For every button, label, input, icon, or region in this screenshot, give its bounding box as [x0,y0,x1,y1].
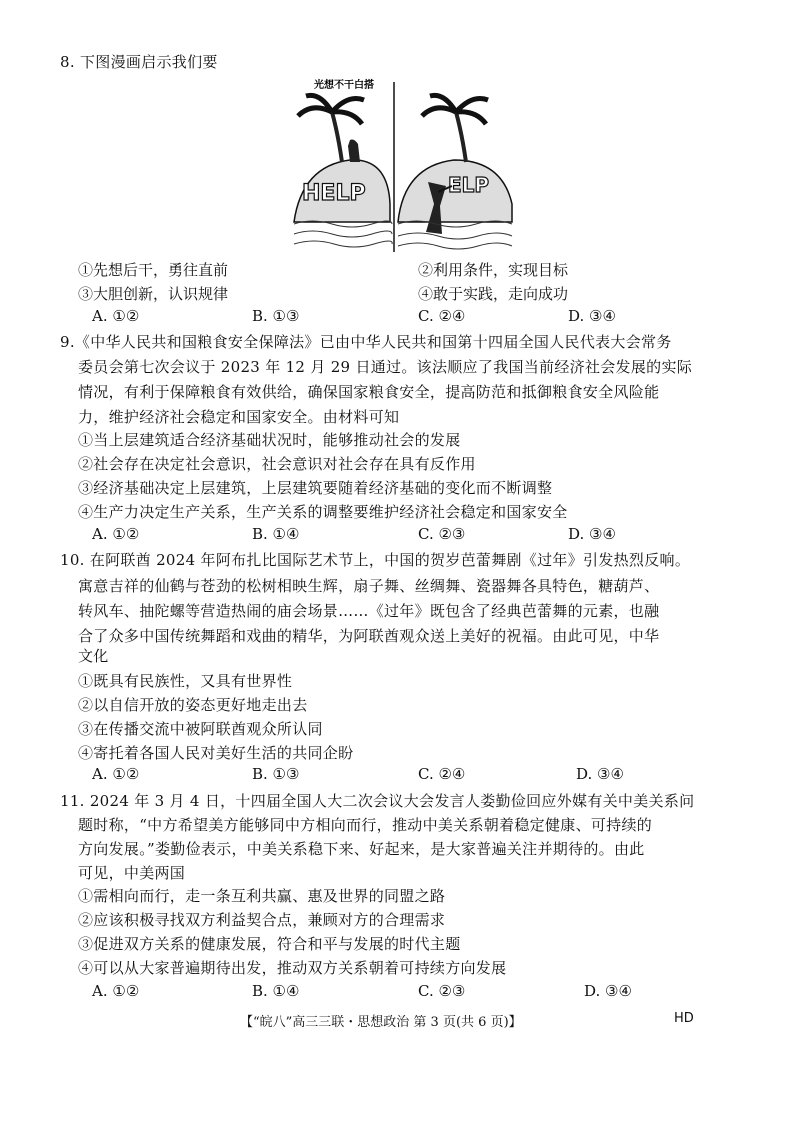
q10-line-2: 寓意吉祥的仙鹤与苍劲的松树相映生辉，扇子舞、丝绸舞、瓷器舞各具特色，糖葫芦、 [78,577,660,595]
q10-line-4: 合了众多中国传统舞蹈和戏曲的精华，为阿联酋观众送上美好的祝福。由此可见，中华 [78,627,660,645]
q11-item-1: ①需相向而行，走一条互利共赢、惠及世界的同盟之路 [78,887,446,905]
left-help-word: HELP [302,181,366,206]
right-palm-trunk [456,112,466,162]
q10-item-2: ②以自信开放的姿态更好地走出去 [78,696,308,714]
q11-line-3: 方向发展。”娄勤俭表示，中美关系稳下来、好起来，是大家普遍关注并期待的。由此 [78,840,645,858]
q9-item-1: ①当上层建筑适合经济基础状况时，能够推动社会的发展 [78,431,461,449]
q10-choice-d: D. ③④ [576,765,624,783]
q11-line-1: 11. 2024 年 3 月 4 日，十四届全国人大二次会议大会发言人娄勤俭回应外媒有关中美关系问 [60,792,695,810]
q10-choice-b: B. ①③ [252,765,300,783]
footer-code: HD [674,1011,694,1026]
q8-choice-d: D. ③④ [568,307,616,325]
q8-choice-c: C. ②④ [418,307,466,325]
q11-line-2: 题时称，“中方希望美方能够同中方相向而行，推动中美关系朝着稳定健康、可持续的 [78,816,653,834]
q10-line-1: 10. 在阿联酋 2024 年阿布扎比国际艺术节上，中国的贺岁芭蕾舞剧《过年》引发热烈反响。 [60,551,691,569]
left-palm-trunk [332,112,342,162]
q11-line-4: 可见，中美两国 [78,864,186,882]
q9-line-3: 情况，有利于保障粮食有效供给，确保国家粮食安全，提高防范和抵御粮食安全风险能 [78,383,660,401]
q9-choice-d: D. ③④ [568,525,616,543]
q9-item-4: ④生产力决定生产关系，生产关系的调整要维护经济社会稳定和国家安全 [78,503,568,521]
q8-choice-a: A. ①② [92,307,140,325]
q9-line-2: 委员会第七次会议于 2023 年 12 月 29 日通过。该法顺应了我国当前经济社会发展的实际 [78,358,693,376]
q11-choice-c: C. ②③ [418,982,466,1000]
q8-stem: 8. 下图漫画启示我们要 [60,53,218,71]
q9-line-4: 力，维护经济社会稳定和国家安全。由材料可知 [78,408,400,426]
q9-choice-c: C. ②③ [418,525,466,543]
q10-item-1: ①既具有民族性，又具有世界性 [78,672,293,690]
q8-item-4: ④敢于实践，走向成功 [418,285,569,303]
q9-item-3: ③经济基础决定上层建筑，上层建筑要随着经济基础的变化而不断调整 [78,479,553,497]
q10-item-3: ③在传播交流中被阿联酋观众所认同 [78,720,323,738]
q9-choice-b: B. ①④ [252,525,300,543]
cartoon-image [292,74,514,252]
page-footer: 【“皖八”高三三联・思想政治 第 3 页(共 6 页)】 [240,1015,522,1030]
q10-line-5: 文化 [78,647,109,665]
q8-choice-b: B. ①③ [252,307,300,325]
q9-choice-a: A. ①② [92,525,140,543]
q11-choice-d: D. ③④ [584,982,632,1000]
left-waves [294,221,392,247]
q11-choice-a: A. ①② [92,982,140,1000]
q8-item-2: ②利用条件，实现目标 [418,261,569,279]
q11-item-4: ④可以从大家普遍期待出发，推动双方关系朝着可持续方向发展 [78,959,507,977]
q10-line-3: 转风车、抽陀螺等营造热闹的庙会场景……《过年》既包含了经典芭蕾舞的元素，也融 [78,602,660,620]
q11-choice-b: B. ①④ [252,982,300,1000]
q9-item-2: ②社会存在决定社会意识，社会意识对社会存在具有反作用 [78,455,476,473]
right-waves [398,221,512,249]
q10-item-4: ④寄托着各国人民对美好生活的共同企盼 [78,744,354,762]
left-palm-leaves [298,95,364,124]
cartoon-title: 光想不干白搭 [314,80,374,91]
q8-item-3: ③大胆创新，认识规律 [78,285,229,303]
q9-line-1: 9.《中华人民共和国粮食安全保障法》已由中华人民共和国第十四届全国人民代表大会常务 [60,333,672,351]
q10-choice-c: C. ②④ [418,765,466,783]
right-help-word: ELP [448,173,490,197]
left-person [348,140,360,163]
q11-item-3: ③促进双方关系的健康发展，符合和平与发展的时代主题 [78,935,461,953]
q10-choice-a: A. ①② [92,765,140,783]
q11-item-2: ②应该积极寻找双方利益契合点，兼顾对方的合理需求 [78,911,446,929]
right-palm-leaves [422,95,488,124]
q8-item-1: ①先想后干，勇往直前 [78,261,229,279]
